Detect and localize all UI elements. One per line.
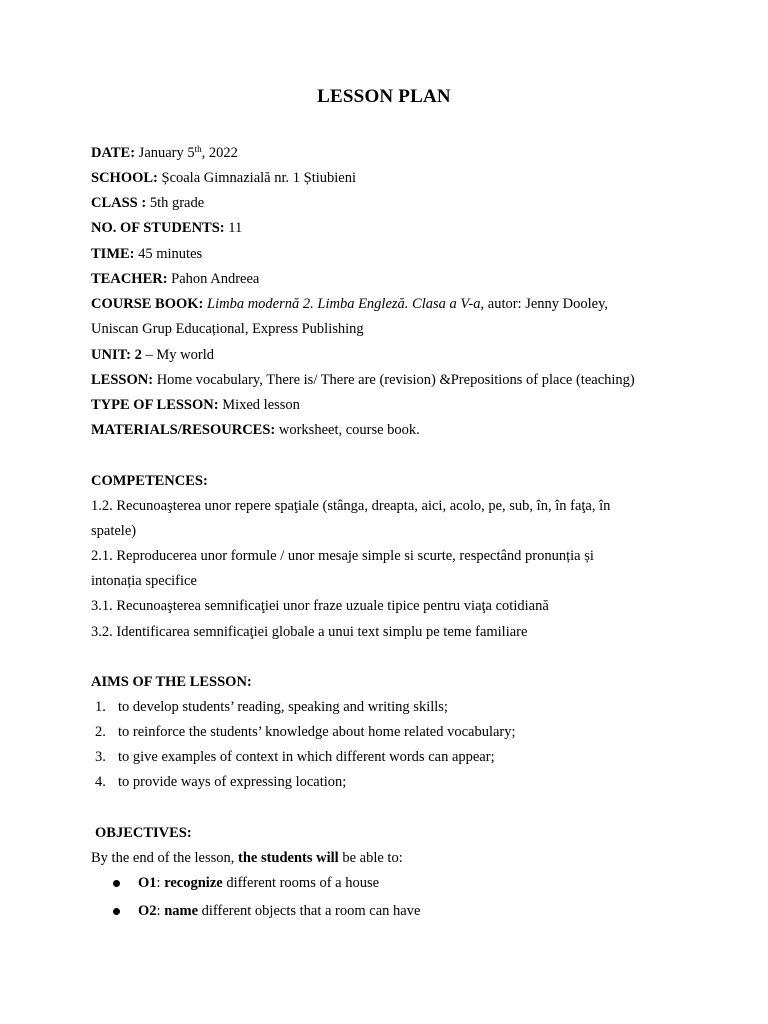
aim-text: to develop students’ reading, speaking and writing skills;: [118, 699, 448, 715]
aim-text: to reinforce the students’ knowledge about home related vocabulary;: [118, 724, 516, 740]
school-line: [91, 168, 356, 188]
objectives-intro: [91, 848, 403, 868]
course-book-line: [91, 294, 608, 314]
course-book-publisher: Uniscan Grup Educațional, Express Publishing: [91, 321, 364, 337]
students-label: NO. OF STUDENTS:: [91, 220, 225, 236]
aim-number: 2.: [95, 724, 106, 740]
course-book-author: , autor: Jenny Dooley,: [480, 296, 609, 312]
lesson-label: LESSON:: [91, 372, 154, 388]
time-line: [91, 244, 202, 264]
competence-line: 2.1. Reproducerea unor formule / unor mesaje simple si scurte, respectând pronunția și: [91, 548, 594, 564]
unit-label: UNIT: 2: [91, 347, 142, 363]
teacher-line: [91, 269, 259, 289]
objectives-heading: OBJECTIVES:: [95, 825, 192, 841]
competences-heading: COMPETENCES:: [91, 473, 208, 489]
type-value: Mixed lesson: [222, 397, 300, 413]
type-line: [91, 395, 300, 415]
objectives-intro-start: By the end of the lesson,: [91, 850, 238, 866]
competence-line: intonația specifice: [91, 573, 197, 589]
objective-verb: name: [164, 903, 199, 919]
objective-code: O1: [138, 875, 157, 891]
date-label: DATE:: [91, 145, 136, 161]
unit-line: [91, 345, 214, 365]
competence-line: spatele): [91, 523, 137, 539]
aims-heading: AIMS OF THE LESSON:: [91, 674, 252, 690]
aim-number: 1.: [95, 699, 106, 715]
aim-text: to give examples of context in which different words can appear;: [118, 749, 495, 765]
aim-number: 3.: [95, 749, 106, 765]
time-value: 45 minutes: [138, 246, 203, 262]
class-value: 5th grade: [149, 195, 205, 211]
objectives-intro-bold: the students will: [238, 850, 339, 866]
aim-text: to provide ways of expressing location;: [118, 774, 347, 790]
teacher-label: TEACHER:: [91, 271, 168, 287]
date-year: , 2022: [201, 145, 238, 161]
students-value: 11: [228, 220, 243, 236]
school-label: SCHOOL:: [91, 170, 158, 186]
course-book-title: Limba modernă 2. Limba Engleză. Clasa a V-a: [207, 296, 481, 312]
competence-line: 1.2. Recunoaşterea unor repere spaţiale (stânga, dreapta, aici, acolo, pe, sub, în, în faţa, în: [91, 498, 611, 514]
materials-value: worksheet, course book.: [278, 422, 420, 438]
materials-label: MATERIALS/RESOURCES:: [91, 422, 276, 438]
objective-item: O2: name different objects that a room can have: [138, 903, 421, 919]
lesson-value: Home vocabulary, There is/ There are (revision) &Prepositions of place (teaching): [156, 372, 635, 388]
competence-line: 3.1. Recunoaşterea semnificaţiei unor fraze uzuale tipice pentru viaţa cotidiană: [91, 598, 549, 614]
competence-line: 3.2. Identificarea semnificaţiei globale a unui text simplu pe teme familiare: [91, 624, 528, 640]
course-book-label: COURSE BOOK:: [91, 296, 204, 312]
date-value: January 5: [138, 145, 195, 161]
objective-verb: recognize: [164, 875, 223, 891]
bullet-icon: [113, 908, 120, 915]
aim-number: 4.: [95, 774, 106, 790]
course-book-line-2: [91, 319, 364, 339]
objective-text: different objects that a room can have: [198, 903, 421, 919]
date-line: [91, 143, 238, 163]
type-label: TYPE OF LESSON:: [91, 397, 219, 413]
time-label: TIME:: [91, 246, 135, 262]
objectives-intro-end: be able to:: [338, 850, 403, 866]
objective-item: O1: recognize different rooms of a house: [138, 875, 380, 891]
school-value: Școala Gimnazială nr. 1 Știubieni: [161, 170, 356, 186]
materials-line: [91, 420, 420, 440]
objective-text: different rooms of a house: [222, 875, 380, 891]
bullet-icon: [113, 880, 120, 887]
page-title: LESSON PLAN: [317, 86, 451, 107]
teacher-value: Pahon Andreea: [171, 271, 260, 287]
class-label: CLASS :: [91, 195, 147, 211]
date-superscript: th: [194, 144, 202, 154]
class-line: [91, 193, 204, 213]
objective-code: O2: [138, 903, 157, 919]
students-line: [91, 218, 242, 238]
unit-value: – My world: [141, 347, 214, 363]
lesson-line: [91, 370, 635, 390]
